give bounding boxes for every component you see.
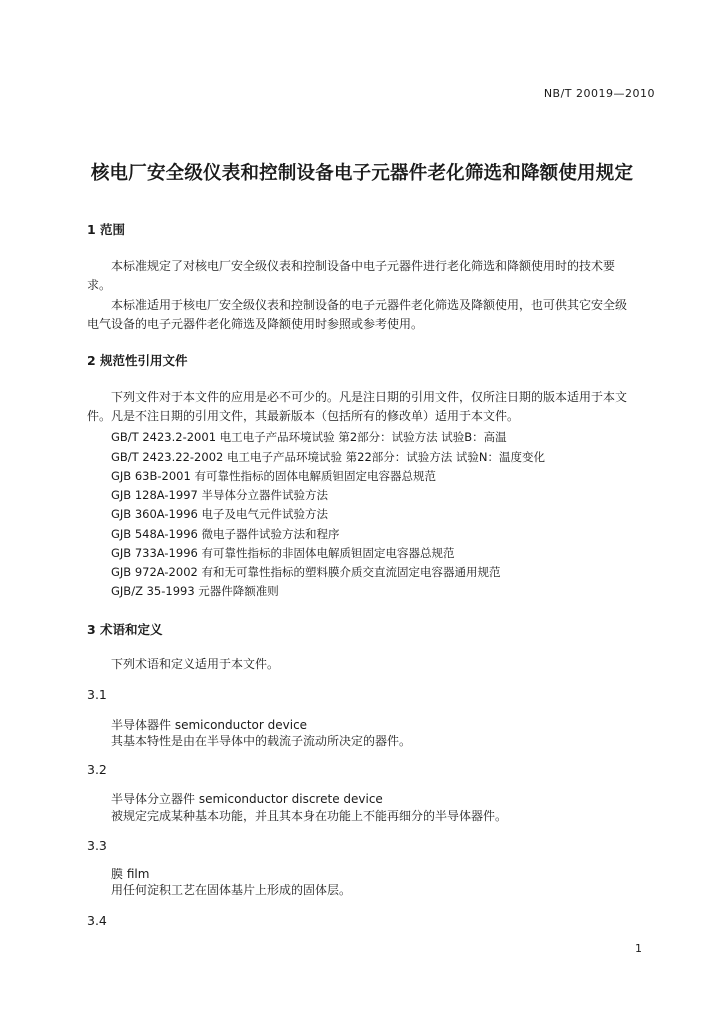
section-2-intro-line2: 件。凡是不注日期的引用文件，其最新版本（包括所有的修改单）适用于本文件。 [87,409,520,423]
reference-item: GJB 548A-1996 微电子器件试验方法和程序 [111,527,340,541]
term-definition: 其基本特性是由在半导体中的载流子流动所决定的器件。 [111,734,412,748]
term-number: 3.2 [87,762,107,777]
reference-item: GJB 128A-1997 半导体分立器件试验方法 [111,488,328,502]
term-definition: 用任何淀积工艺在固体基片上形成的固体层。 [111,883,352,897]
reference-item: GJB 63B-2001 有可靠性指标的固体电解质钽固定电容器总规范 [111,469,436,483]
section-1-para2-line2: 电气设备的电子元器件老化筛选及降额使用时参照或参考使用。 [87,317,424,331]
section-1-heading: 1 范围 [87,222,126,237]
document-title: 核电厂安全级仪表和控制设备电子元器件老化筛选和降额使用规定 [90,163,634,184]
term-name: 半导体分立器件 semiconductor discrete device [111,792,383,806]
section-2-intro-line1: 下列文件对于本文件的应用是必不可少的。凡是注日期的引用文件，仅所注日期的版本适用于本文 [111,390,628,404]
section-1-para1-line2: 求。 [87,278,112,292]
reference-item: GB/T 2423.22-2002 电工电子产品环境试验 第22部分：试验方法 试验N：温度变化 [111,450,546,464]
section-1-para1-line1: 本标准规定了对核电厂安全级仪表和控制设备中电子元器件进行老化筛选和降额使用时的技术要 [111,259,616,273]
term-definition: 被规定完成某种基本功能，并且其本身在功能上不能再细分的半导体器件。 [111,809,508,823]
section-1-para2-line1: 本标准适用于核电厂安全级仪表和控制设备的电子元器件老化筛选及降额使用，也可供其它安全级 [111,298,628,312]
reference-item: GJB 972A-2002 有和无可靠性指标的塑料膜介质交直流固定电容器通用规范 [111,565,501,579]
term-name: 半导体器件 semiconductor device [111,718,308,732]
reference-item: GJB/Z 35-1993 元器件降额准则 [111,584,279,598]
reference-item: GJB 733A-1996 有可靠性指标的非固体电解质钽固定电容器总规范 [111,546,455,560]
term-number: 3.4 [87,913,107,928]
term-number: 3.1 [87,687,107,702]
reference-item: GJB 360A-1996 电子及电气元件试验方法 [111,507,328,521]
term-number: 3.3 [87,838,107,853]
standard-number: NB/T 20019—2010 [543,87,655,100]
term-name: 膜 film [111,867,150,881]
reference-item: GB/T 2423.2-2001 电工电子产品环境试验 第2部分：试验方法 试验B：高温 [111,430,507,444]
section-3-intro: 下列术语和定义适用于本文件。 [111,657,280,671]
section-2-heading: 2 规范性引用文件 [87,353,188,368]
page-number: 1 [635,942,642,955]
section-3-heading: 3 术语和定义 [87,622,163,637]
